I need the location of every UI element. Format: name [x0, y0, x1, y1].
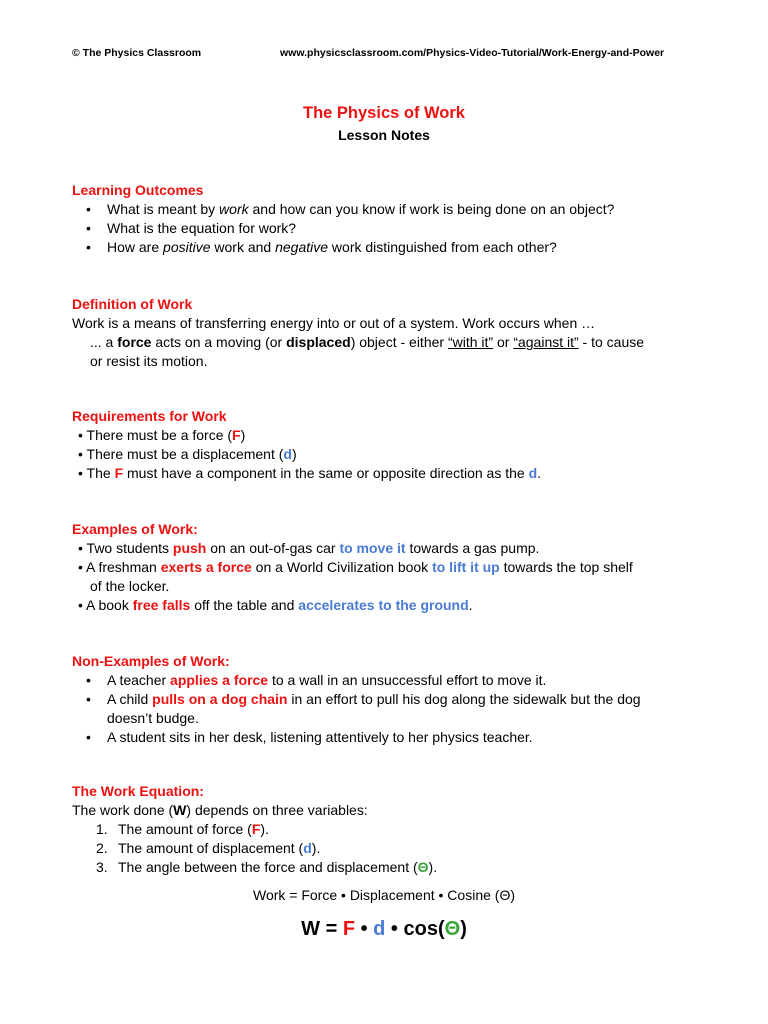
- example-item: • A book free falls off the table and accelerates to the ground.: [78, 597, 473, 613]
- non-examples-section: [72, 652, 712, 747]
- definition-line-2: ... a force acts on a moving (or displaced) object - either “with it” or “against it” - to cause: [90, 334, 645, 350]
- list-item: 2. The amount of displacement (d).: [96, 840, 321, 856]
- equation-section: [72, 782, 712, 877]
- list-item: • What is the equation for work?: [72, 219, 712, 238]
- requirements-heading: Requirements for Work: [72, 408, 227, 424]
- definition-section: [72, 295, 712, 371]
- non-examples-heading: Non-Examples of Work:: [72, 653, 230, 669]
- requirements-section: [72, 407, 712, 483]
- learning-outcomes-heading: Learning Outcomes: [72, 182, 204, 198]
- page-title: The Physics of Work: [303, 104, 465, 122]
- example-item-continued: of the locker.: [90, 578, 170, 594]
- list-item: • What is meant by work and how can you know if work is being done on an object?: [72, 200, 712, 219]
- examples-section: [72, 520, 712, 615]
- list-item: • A student sits in her desk, listening attentively to her physics teacher.: [72, 728, 712, 747]
- requirement-direction: • The F must have a component in the same or opposite direction as the d.: [78, 465, 542, 481]
- list-item: • A teacher applies a force to a wall in an unsuccessful effort to move it.: [72, 671, 712, 690]
- learning-outcomes-section: [72, 181, 712, 257]
- definition-line-1: Work is a means of transferring energy into or out of a system. Work occurs when …: [72, 315, 596, 331]
- equation-in-words: Work = Force • Displacement • Cosine (Θ): [252, 887, 515, 903]
- examples-heading: Examples of Work:: [72, 521, 198, 537]
- work-formula: W = F • d • cos(Θ): [301, 918, 467, 940]
- requirement-force: • There must be a force (F): [78, 427, 246, 443]
- non-examples-list: [72, 671, 712, 747]
- list-item: 1. The amount of force (F).: [96, 821, 269, 837]
- example-item: • Two students push on an out-of-gas car to move it towards a gas pump.: [78, 540, 540, 556]
- equation-heading: The Work Equation:: [72, 783, 204, 799]
- requirement-displacement: • There must be a displacement (d): [78, 446, 297, 462]
- equation-intro: The work done (W) depends on three variables:: [72, 802, 368, 818]
- definition-line-3: or resist its motion.: [90, 353, 208, 369]
- header-copyright: © The Physics Classroom: [72, 47, 202, 59]
- definition-heading: Definition of Work: [72, 296, 193, 312]
- list-item: • A child pulls on a dog chain in an effort to pull his dog along the sidewalk but the dog doesn’t budge.: [72, 690, 712, 728]
- header-url: www.physicsclassroom.com/Physics-Video-Tutorial/Work-Energy-and-Power: [280, 47, 665, 59]
- variables-list: [72, 820, 712, 877]
- page-subtitle: Lesson Notes: [338, 127, 430, 143]
- example-item: • A freshman exerts a force on a World Civilization book to lift it up towards the top shelf: [78, 559, 633, 575]
- learning-outcomes-list: [72, 200, 712, 257]
- list-item: • How are positive work and negative work distinguished from each other?: [72, 238, 712, 257]
- list-item: 3. The angle between the force and displacement (Θ).: [96, 859, 438, 875]
